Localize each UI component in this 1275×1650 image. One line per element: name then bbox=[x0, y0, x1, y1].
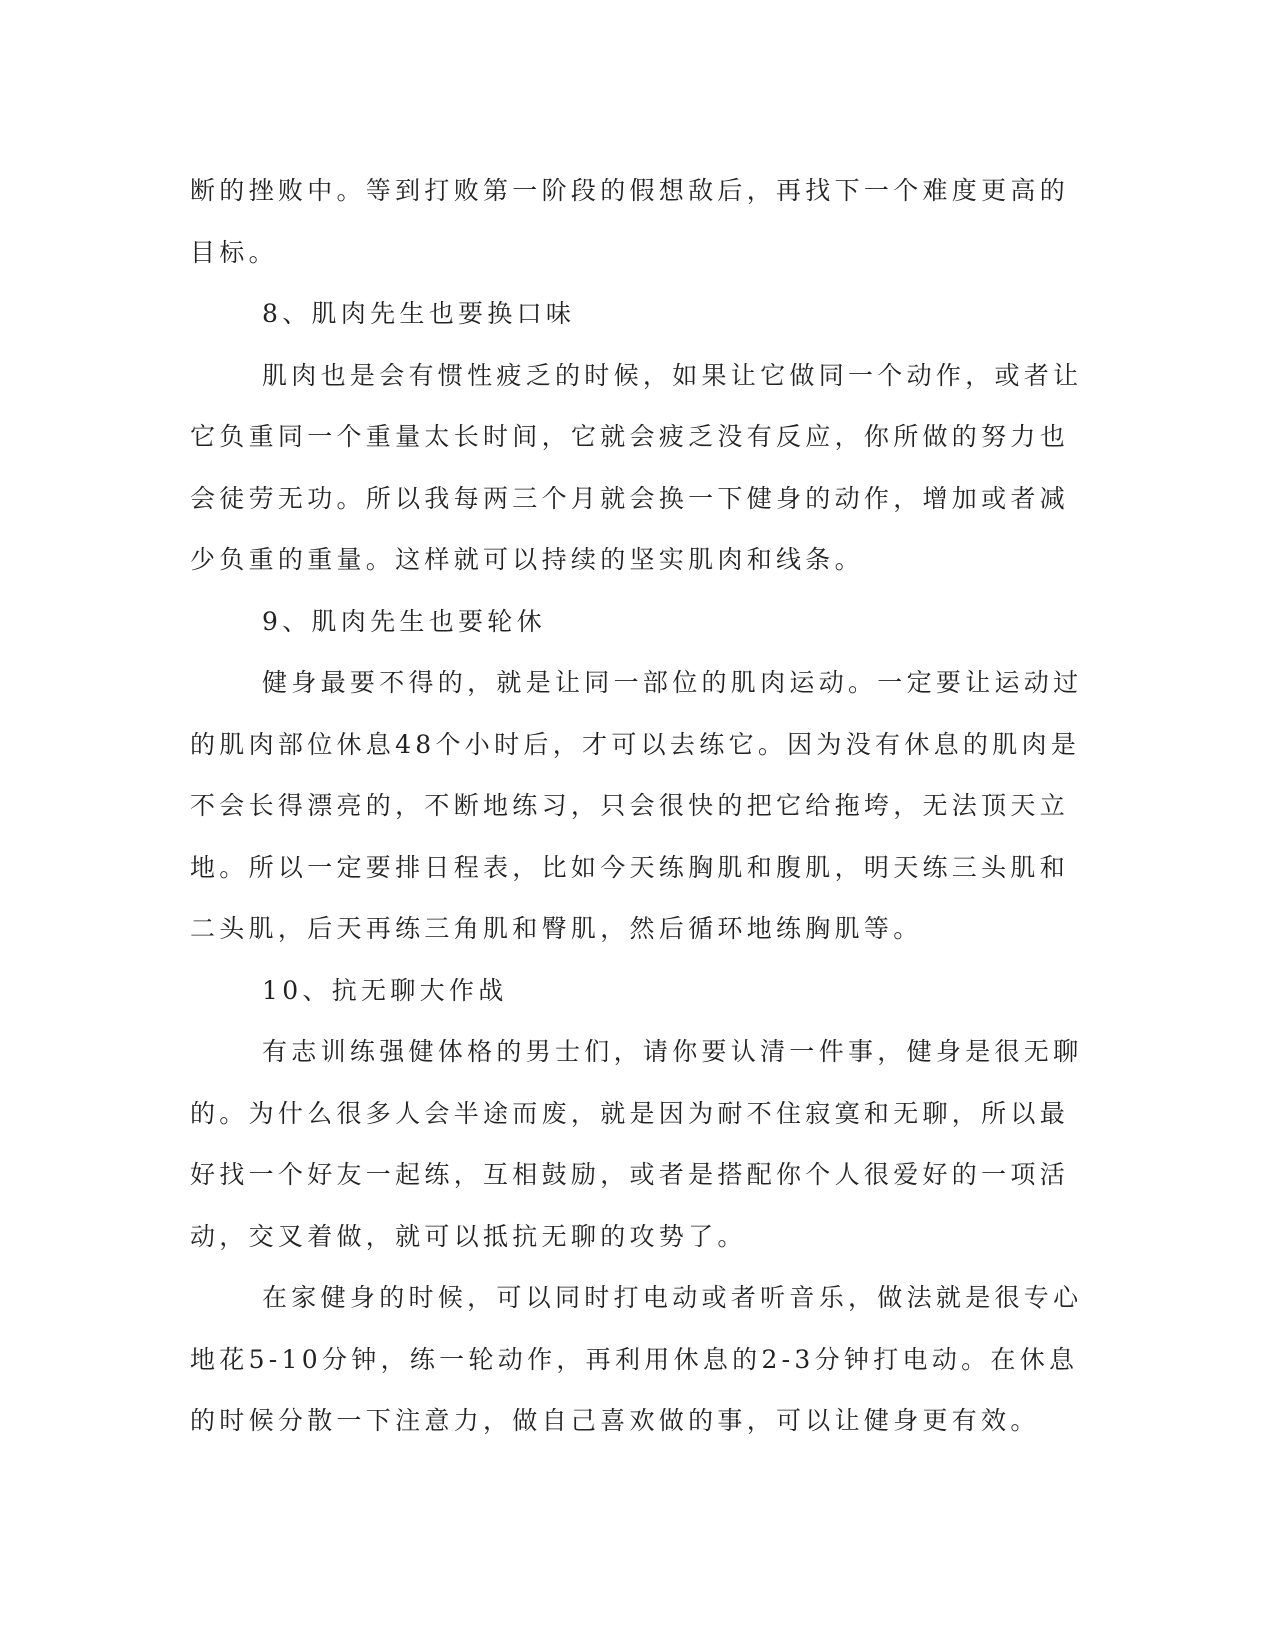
paragraph-line: 在家健身的时候，可以同时打电动或者听音乐，做法就是很专心 bbox=[262, 1283, 1083, 1312]
paragraph-line: 它负重同一个重量太长时间，它就会疲乏没有反应，你所做的努力也 bbox=[190, 422, 1070, 451]
paragraph-line: 的时候分散一下注意力，做自己喜欢做的事，可以让健身更有效。 bbox=[190, 1406, 1040, 1435]
section-heading: 10、抗无聊大作战 bbox=[262, 975, 508, 1005]
paragraph-line: 动，交叉着做，就可以抵抗无聊的攻势了。 bbox=[190, 1221, 747, 1251]
paragraph-line: 少负重的重量。这样就可以持续的坚实肌肉和线条。 bbox=[190, 545, 864, 574]
paragraph-line: 肌肉也是会有惯性疲乏的时候，如果让它做同一个动作，或者让 bbox=[262, 360, 1083, 390]
paragraph-line: 地。所以一定要排日程表，比如今天练胸肌和腹肌，明天练三头肌和 bbox=[190, 852, 1070, 882]
paragraph-line: 的肌肉部位休息48个小时后，才可以去练它。因为没有休息的肌肉是 bbox=[190, 729, 1081, 759]
paragraph-line: 不会长得漂亮的，不断地练习，只会很快的把它给拖垮，无法顶天立 bbox=[190, 791, 1070, 820]
section-heading: 9、肌肉先生也要轮休 bbox=[262, 606, 546, 636]
paragraph-line: 断的挫败中。等到打败第一阶段的假想敌后，再找下一个难度更高的 bbox=[190, 176, 1070, 205]
section-heading: 8、肌肉先生也要换口味 bbox=[262, 299, 576, 328]
paragraph-line: 健身最要不得的，就是让同一部位的肌肉运动。一定要让运动过 bbox=[262, 668, 1083, 697]
document-body bbox=[190, 160, 1083, 1452]
paragraph-line: 二头肌，后天再练三角肌和臀肌，然后循环地练胸肌等。 bbox=[190, 914, 923, 943]
paragraph-line: 地花5-10分钟，练一轮动作，再利用休息的2-3分钟打电动。在休息 bbox=[190, 1344, 1079, 1374]
paragraph-line: 目标。 bbox=[190, 237, 278, 267]
paragraph-line: 会徒劳无功。所以我每两三个月就会换一下健身的动作，增加或者减 bbox=[190, 483, 1070, 513]
paragraph-line: 的。为什么很多人会半途而废，就是因为耐不住寂寞和无聊，所以最 bbox=[190, 1098, 1070, 1128]
paragraph-line: 好找一个好友一起练，互相鼓励，或者是搭配你个人很爱好的一项活 bbox=[190, 1160, 1070, 1189]
paragraph-line: 有志训练强健体格的男士们，请你要认清一件事，健身是很无聊 bbox=[262, 1037, 1083, 1066]
